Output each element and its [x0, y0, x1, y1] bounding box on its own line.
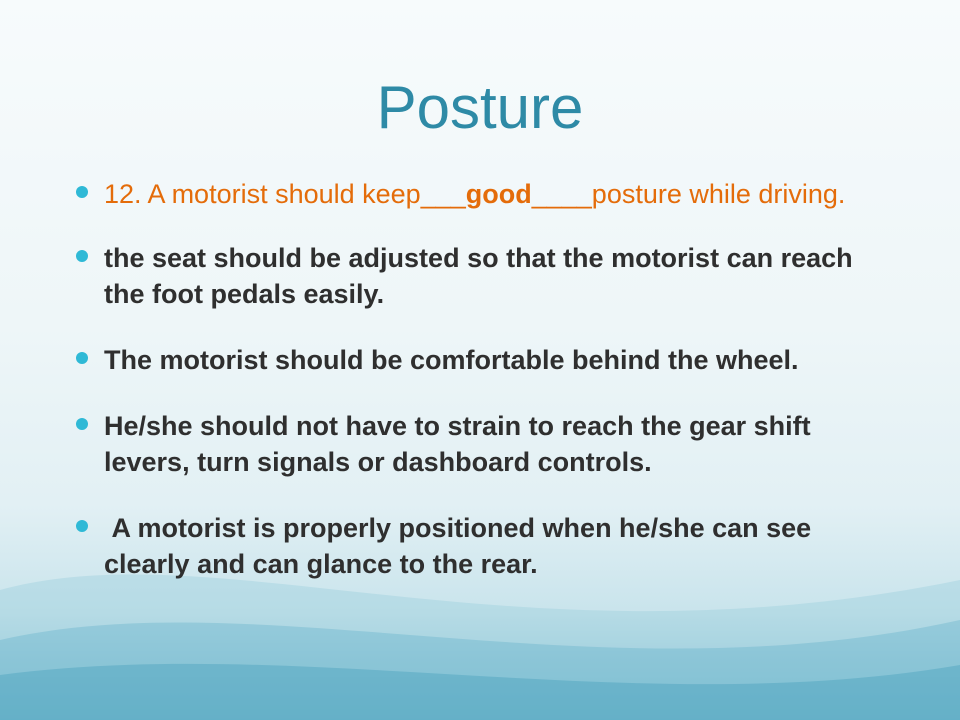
bullet-text-post: ____posture while driving. — [531, 179, 846, 209]
bullet-item-3 — [60, 342, 890, 378]
bullet-dot-icon — [76, 186, 88, 198]
bullet-answer: good — [465, 179, 532, 209]
bullet-text: A motorist is properly positioned when he/she can see clearly and can glance to the rear. — [104, 513, 819, 579]
bullet-text: The motorist should be comfortable behind the wheel. — [104, 345, 799, 375]
bullet-list — [60, 176, 890, 612]
bullet-text-pre: 12. A motorist should keep___ — [104, 179, 466, 209]
bullet-dot-icon — [76, 352, 88, 364]
bullet-item-2 — [60, 240, 890, 312]
bullet-item-1 — [60, 176, 890, 212]
bullet-dot-icon — [76, 520, 88, 532]
bullet-text: He/she should not have to strain to reach the gear shift levers, turn signals or dashboard controls. — [104, 411, 811, 477]
bullet-item-5 — [60, 510, 890, 582]
bullet-text: the seat should be adjusted so that the motorist can reach the foot pedals easily. — [104, 243, 853, 309]
bullet-dot-icon — [76, 250, 88, 262]
slide-title: Posture — [376, 74, 584, 141]
bullet-item-4 — [60, 408, 890, 480]
bullet-dot-icon — [76, 418, 88, 430]
